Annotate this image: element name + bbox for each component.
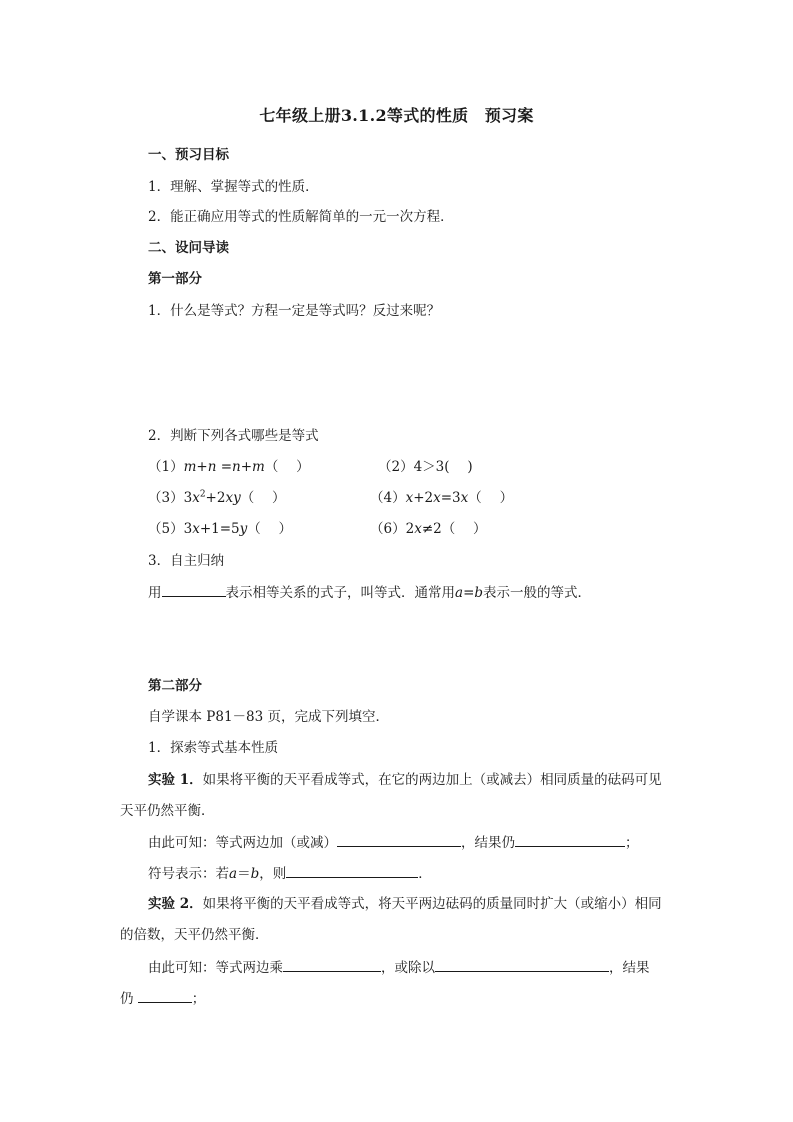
experiment-2-line-1: 实验 2．如果将平衡的天平看成等式，将天平两边砝码的质量同时扩大（或缩小）相同: [148, 896, 662, 912]
goal-item-2: 2．能正确应用等式的性质解简单的一元一次方程．: [148, 209, 454, 225]
item-number: （6）: [370, 521, 406, 537]
blank-line[interactable]: [337, 832, 461, 847]
blank-line[interactable]: [138, 988, 192, 1003]
math-expression: 3x+1=5y: [183, 521, 248, 537]
answer-paren: （ ）: [264, 459, 310, 475]
item-number: （3）: [148, 490, 184, 506]
part2-question-1: 1．探索等式基本性质: [148, 740, 279, 756]
question-1: 1．什么是等式？方程一定是等式吗？反过来呢？: [148, 303, 441, 319]
experiment-2-conclusion-cont: 仍 ；: [120, 988, 205, 1009]
answer-paren: （ ）: [441, 521, 487, 537]
goal-item-1: 1．理解、掌握等式的性质．: [148, 179, 319, 195]
experiment-2-line-2: 的倍数，天平仍然平衡．: [120, 927, 269, 943]
blank-line[interactable]: [283, 957, 381, 972]
blank-line[interactable]: [162, 582, 226, 597]
math-expression: a＝b: [229, 866, 260, 882]
answer-paren: （ ）: [247, 521, 293, 537]
blank-line[interactable]: [515, 832, 625, 847]
item-number: （4）: [370, 490, 406, 506]
part2-intro: 自学课本 P81－83 页，完成下列填空．: [148, 709, 390, 725]
part1-heading: 第一部分: [148, 271, 202, 287]
equation-item-4: [370, 488, 513, 508]
equation-item-1: [148, 457, 310, 477]
equation-item-6: [370, 519, 487, 539]
blank-line[interactable]: [435, 957, 609, 972]
math-expression: 2x≠2: [405, 521, 442, 537]
experiment-1-line-1: 实验 1．如果将平衡的天平看成等式，在它的两边加上（或减去）相同质量的砝码可见: [148, 772, 662, 788]
blank-line[interactable]: [286, 863, 418, 878]
item-number: （1）: [148, 459, 184, 475]
page-title: 七年级上册3.1.2等式的性质 预习案: [259, 106, 534, 125]
answer-paren: （ ）: [240, 490, 286, 506]
question-3: 3．自主归纳: [148, 553, 225, 569]
math-expression: m+n =n+m: [183, 459, 265, 475]
experiment-1-line-2: 天平仍然平衡．: [120, 803, 215, 819]
item-number: （5）: [148, 521, 184, 537]
math-expression: x+2x=3x: [405, 490, 469, 506]
experiment-2-conclusion: 由此可知：等式两边乘 ，或除以 ，结果: [148, 957, 650, 978]
math-expression: $3x^2+2xy$: [183, 489, 241, 506]
summary-sentence: 用 表示相等关系的式子，叫等式．通常用a=b表示一般的等式．: [148, 582, 591, 603]
math-expression: a=b: [455, 585, 484, 601]
section-heading-goals: 一、预习目标: [148, 147, 229, 163]
part2-heading: 第二部分: [148, 678, 202, 694]
equation-item-5: [148, 519, 292, 539]
question-2: 2．判断下列各式哪些是等式: [148, 428, 319, 444]
equation-item-2: （2）4＞3( ): [378, 459, 473, 475]
answer-paren: （ ）: [468, 490, 514, 506]
experiment-label: 实验 1．: [148, 772, 203, 788]
section-heading-guide: 二、设问导读: [148, 240, 229, 256]
experiment-label: 实验 2．: [148, 896, 203, 912]
equation-item-3: [148, 488, 286, 508]
experiment-1-conclusion: 由此可知：等式两边加（或减） ，结果仍 ；: [148, 832, 639, 853]
experiment-1-symbol: 符号表示：若a＝b，则 ．: [148, 863, 432, 884]
